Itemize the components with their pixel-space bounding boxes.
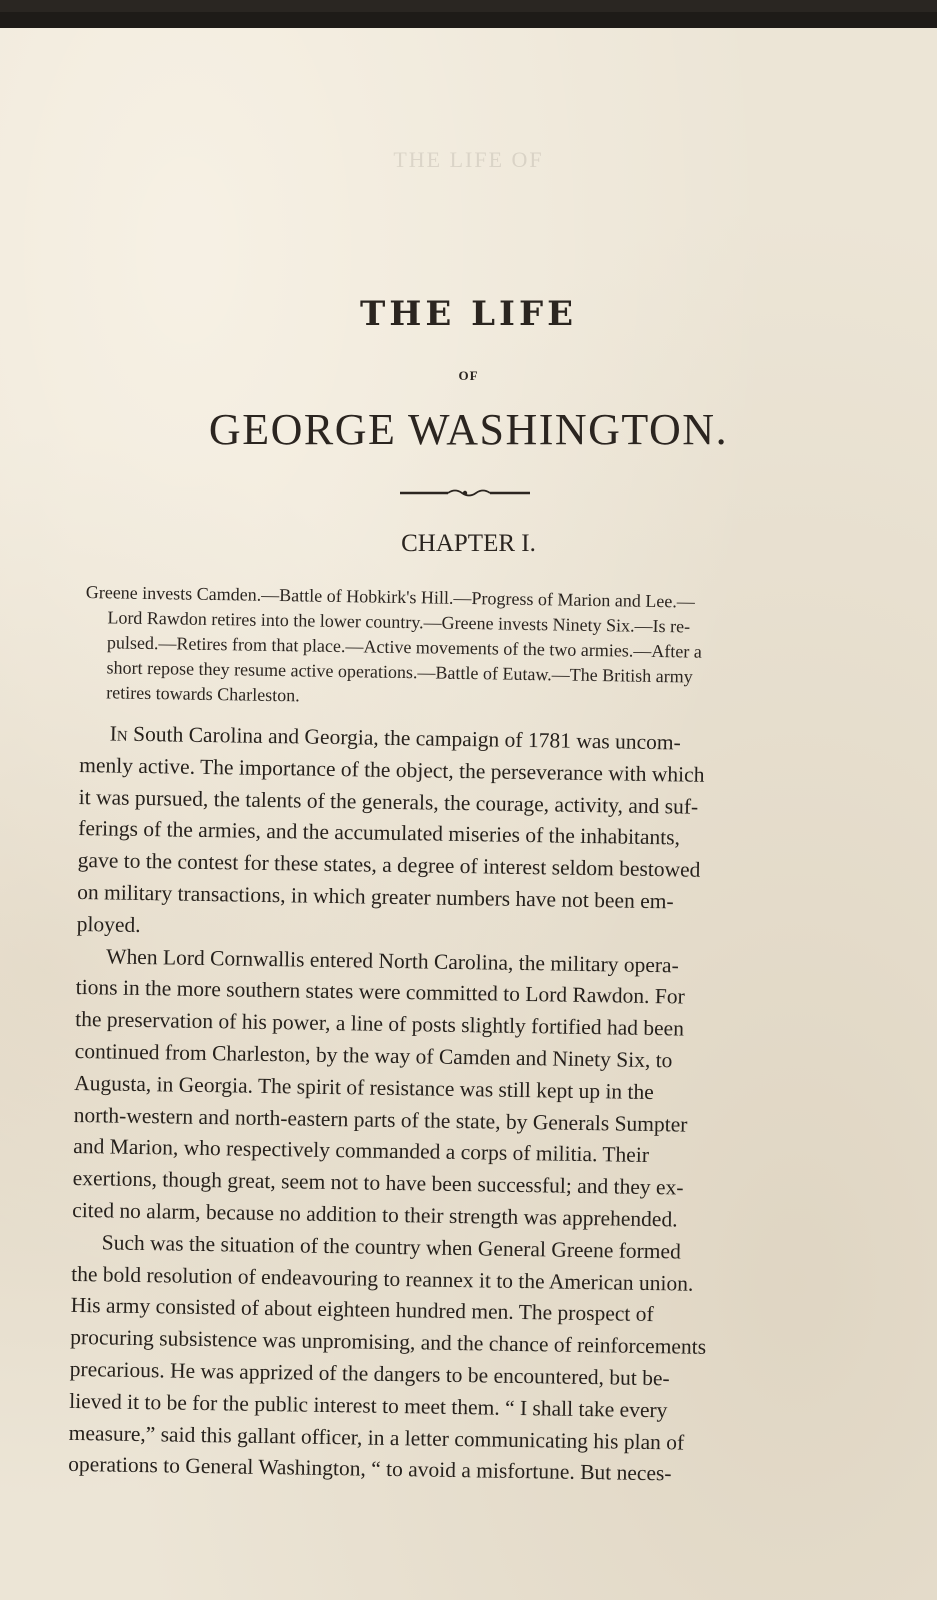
text-line: precarious. He was apprized of the dangers to be encountered, but be- — [69, 1356, 670, 1391]
summary-line: pulsed.—Retires from that place.—Active movements of the two armies.—After a — [106, 632, 702, 662]
text-line: gave to the contest for these states, a degree of interest seldom bestowed — [77, 848, 701, 882]
text-line: lieved it to be for the public interest to meet them. “ I shall take every — [69, 1388, 668, 1423]
text-line: menly active. The importance of the object, the perseverance with which — [79, 752, 705, 787]
text-line: Augusta, in Georgia. The spirit of resistance was still kept up in the — [74, 1070, 654, 1104]
title-of: OF — [458, 368, 479, 383]
text-line: north-western and north-eastern parts of the state, by Generals Sumpter — [73, 1102, 688, 1137]
bleed-through-text: THE LIFE OF — [393, 147, 544, 172]
chapter-heading: CHAPTER I. — [401, 530, 536, 557]
text-line: ployed. — [76, 911, 141, 937]
title-line-2: GEORGE WASHINGTON. — [208, 405, 729, 454]
text-line: the preservation of his power, a line of posts slightly fortified had been — [75, 1007, 685, 1041]
text-line-rest: South Carolina and Georgia, the campaign of 1781 was uncom- — [127, 721, 681, 755]
text-line: continued from Charleston, by the way of Camden and Ninety Six, to — [74, 1038, 673, 1073]
text-line: cited no alarm, because no addition to their strength was apprehended. — [72, 1197, 678, 1232]
text-line: and Marion, who respectively commanded a corps of militia. Their — [73, 1134, 650, 1168]
chapter-summary — [84, 580, 846, 717]
text-line: procuring subsistence was unpromising, and the chance of reinforcements — [70, 1325, 707, 1360]
text-line: His army consisted of about eighteen hundred men. The prospect of — [70, 1293, 654, 1327]
text-line: measure,” said this gallant officer, in a letter communicating his plan of — [68, 1420, 685, 1455]
summary-line: Greene invests Camden.—Battle of Hobkirk's Hill.—Progress of Marion and Lee.— — [85, 581, 696, 612]
summary-line: retires towards Charleston. — [106, 682, 300, 706]
text-line: operations to General Washington, “ to avoid a misfortune. But neces- — [68, 1452, 672, 1486]
ornament-rule-icon — [400, 486, 530, 500]
text-line: it was pursued, the talents of the generals, the courage, activity, and suf- — [78, 784, 699, 819]
summary-line: Lord Rawdon retires into the lower country.—Greene invests Ninety Six.—Is re- — [107, 607, 691, 637]
dropword: In — [109, 721, 128, 746]
title-line-1: THE LIFE — [359, 294, 578, 334]
text-line: on military transactions, in which greater numbers have not been em- — [77, 879, 674, 914]
summary-line: short repose they resume active operations.—Battle of Eutaw.—The British army — [106, 657, 693, 687]
body-text — [68, 718, 840, 1493]
text-line: When Lord Cornwallis entered North Carolina, the military opera- — [106, 944, 679, 978]
text-line: tions in the more southern states were committed to Lord Rawdon. For — [75, 975, 685, 1009]
page-top-shadow — [0, 12, 937, 28]
text-line: the bold resolution of endeavouring to reannex it to the American union. — [71, 1261, 694, 1296]
text-line: ferings of the armies, and the accumulated miseries of the inhabitants, — [78, 816, 681, 850]
book-page — [0, 12, 937, 1600]
text-line: Such was the situation of the country when General Greene formed — [101, 1230, 682, 1264]
text-line: exertions, though great, seem not to have been successful; and they ex- — [72, 1166, 684, 1200]
